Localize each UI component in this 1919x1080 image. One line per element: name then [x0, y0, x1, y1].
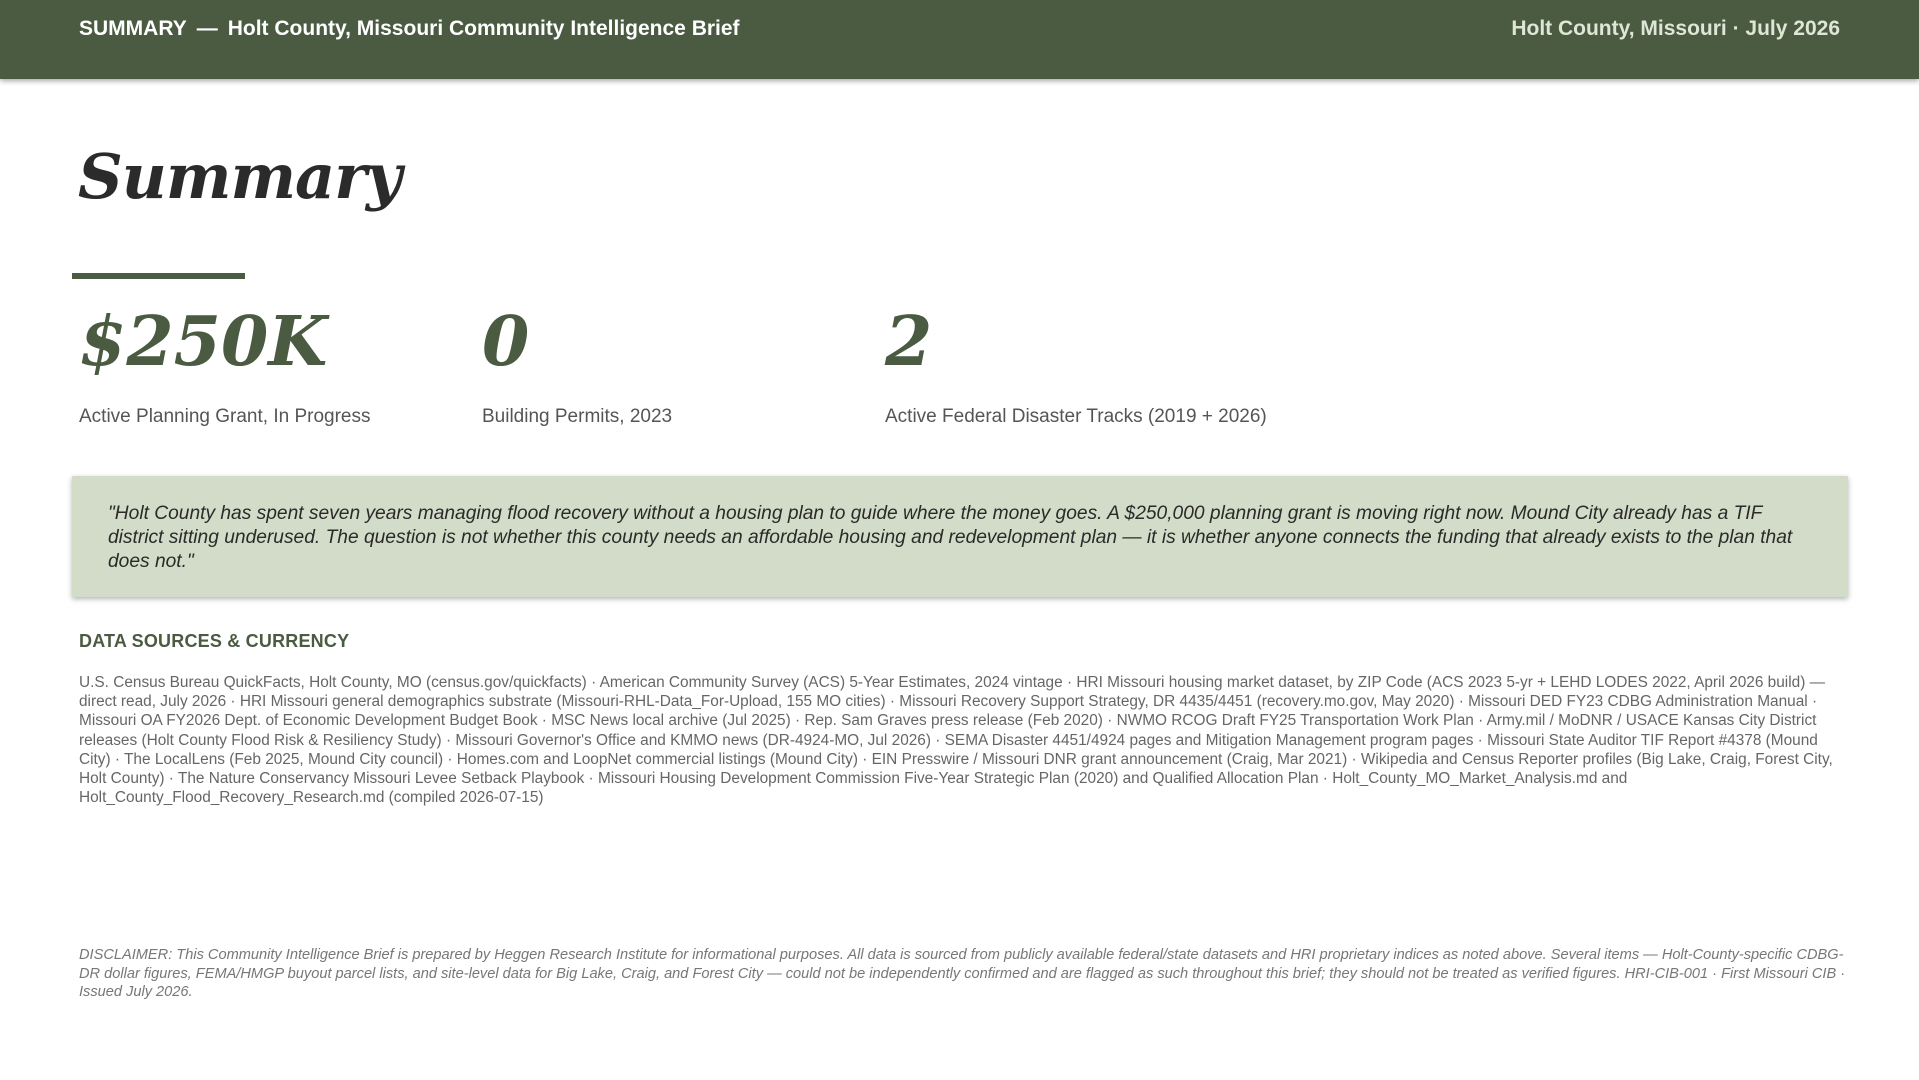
pull-quote-text: "Holt County has spent seven years managing flood recovery without a housing plan to guide where the money goes. A $250,000 planning grant is moving right now. Mound City already has a TIF district sitting underused. The question is not whether this county needs an affordable housing and redevelopment plan — it is whether anyone connects the funding that already exists to the plan that does not." — [108, 503, 1793, 572]
stat-value: 0 — [482, 302, 530, 382]
stat-value: 2 — [885, 302, 933, 382]
disclaimer-text: DISCLAIMER: This Community Intelligence Brief is prepared by Heggen Research Institute for informational purposes. All data is sourced from publicly available federal/state datasets and HRI proprietary indices as noted above. Several items — Holt-County-specific CDBG-DR dollar figures, FEMA/HMGP buyout parcel lists, and site-level data for Big Lake, Craig, and Forest City — could not be independently confirmed and are flagged as such throughout this brief; they should not be treated as verified figures. HRI-CIB-001 · First Missouri CIB · Issued July 2026. — [79, 947, 1846, 1001]
header-title-group — [79, 17, 740, 41]
page-title: Summary — [78, 140, 401, 213]
stat-planning-grant — [79, 302, 371, 428]
pull-quote — [72, 476, 1848, 597]
sources-text: U.S. Census Bureau QuickFacts, Holt County, MO (census.gov/quickfacts) · American Community Survey (ACS) 5-Year Estimates, 2024 vintage · HRI Missouri housing market dataset, by ZIP Code (ACS 2023 5-yr + LEHD LODES 2022, April 2026 build) — direct read, July 2026 · HRI Missouri general demographics substrate (Missouri-RHL-Data_For-Upload, 155 MO cities) · Missouri Recovery Support Strategy, DR 4435/4451 (recovery.mo.gov, May 2020) · Missouri DED FY23 CDBG Administration Manual · Missouri OA FY2026 Dept. of Economic Development Budget Book · MSC News local archive (Jul 2025) · Rep. Sam Graves press release (Feb 2020) · NWMO RCOG Draft FY25 Transportation Work Plan · Army.mil / MoDNR / USACE Kansas City District releases (Holt County Flood Risk & Resiliency Study) · Missouri Governor's Office and KMMO news (DR-4924-MO, Jul 2026) · SEMA Disaster 4451/4924 pages and Mitigation Management program pages · Missouri State Auditor TIF Report #4378 (Mound City) · The LocalLens (Feb 2025, Mound City council) · Homes.com and LoopNet commercial listings (Mound City) · EIN Presswire / Missouri DNR grant announcement (Craig, Mar 2021) · Wikipedia and Census Reporter profiles (Big Lake, Craig, Forest City, Holt County) · The Nature Conservancy Missouri Levee Setback Playbook · Missouri Housing Development Commission Five-Year Strategic Plan (2020) and Qualified Allocation Plan · Holt_County_MO_Market_Analysis.md and Holt_County_Flood_Recovery_Research.md (compiled 2026-07-15) — [79, 674, 1833, 807]
stat-label: Active Planning Grant, In Progress — [79, 406, 371, 427]
sources-heading: DATA SOURCES & CURRENCY — [79, 631, 350, 651]
stat-label: Active Federal Disaster Tracks (2019 + 2026) — [885, 406, 1267, 427]
stat-disaster-tracks — [885, 302, 1267, 428]
stat-label: Building Permits, 2023 — [482, 406, 673, 427]
stat-value: $250K — [79, 302, 328, 382]
header-title: Holt County, Missouri Community Intelligence Brief — [227, 17, 740, 40]
header-separator: — — [196, 17, 218, 40]
stat-building-permits — [482, 302, 673, 428]
header-location-date: Holt County, Missouri · July 2026 — [1511, 17, 1840, 40]
header-section-label: SUMMARY — [79, 17, 187, 40]
header-bar — [0, 0, 1919, 79]
title-underline — [72, 273, 245, 279]
